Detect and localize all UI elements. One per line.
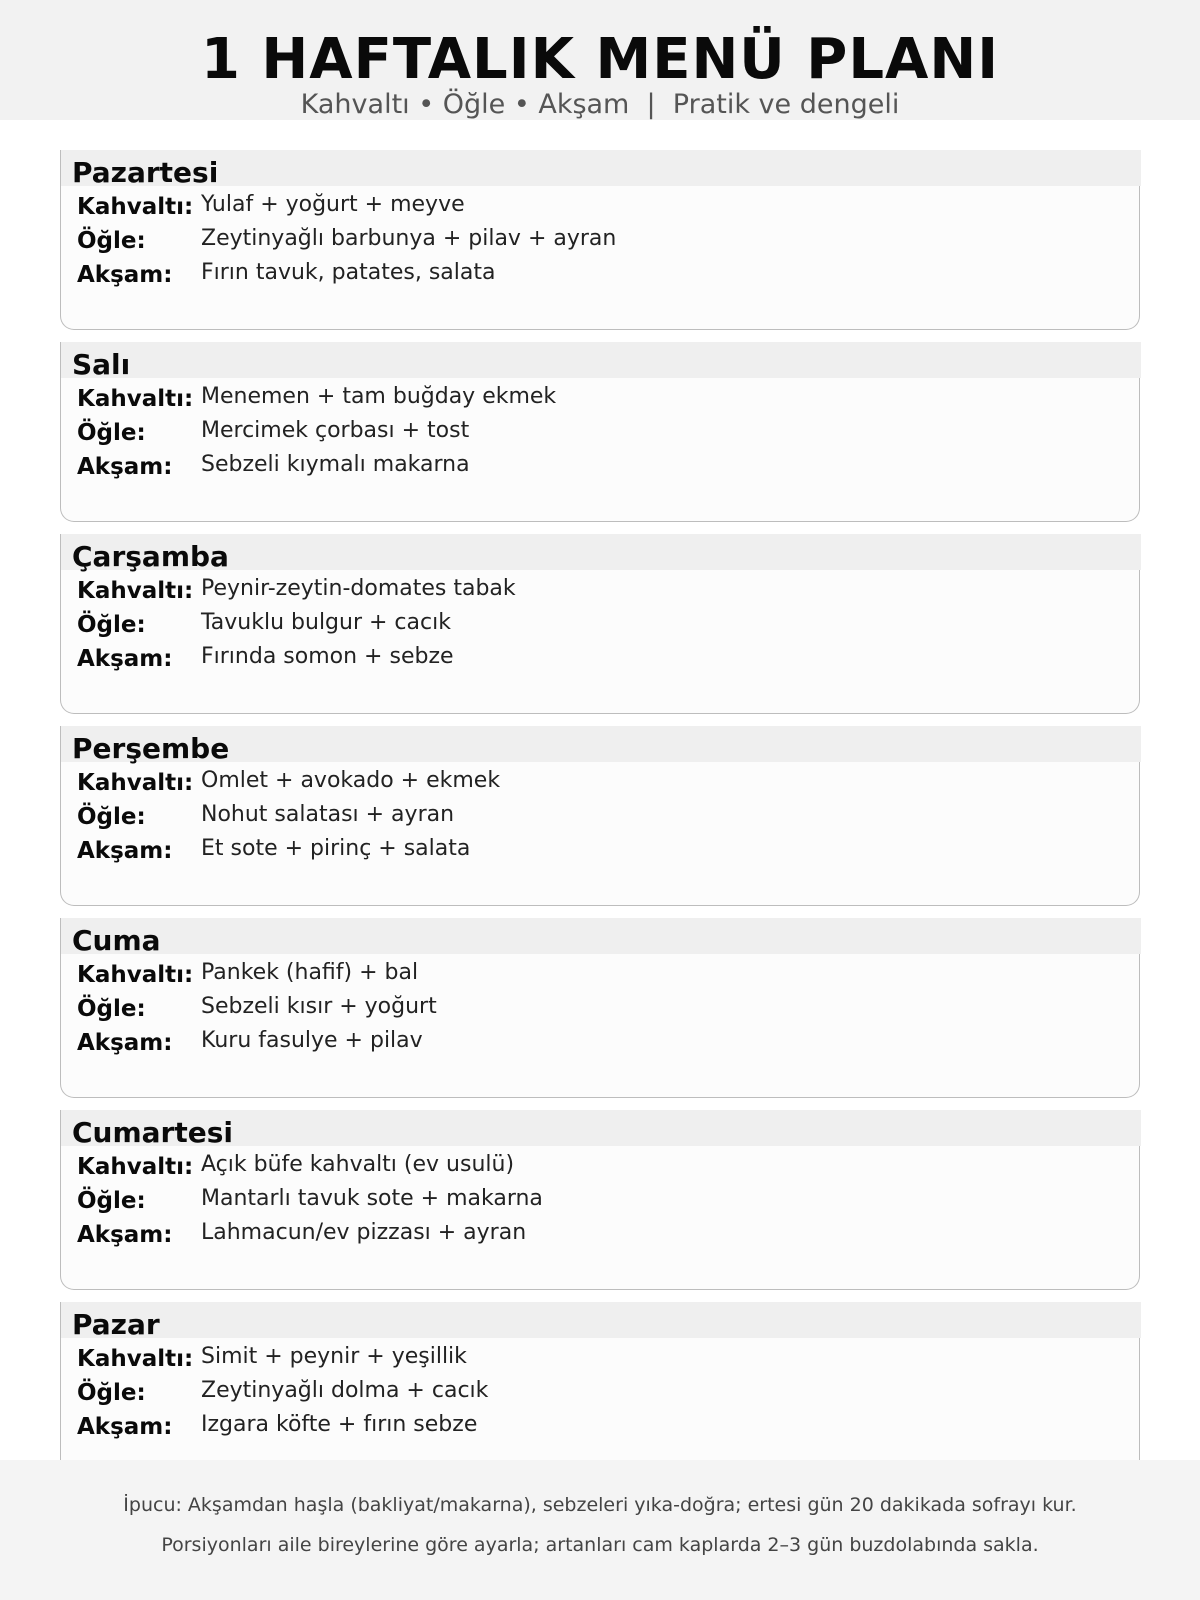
- day-card: [60, 726, 1140, 906]
- day-title: Pazartesi: [61, 150, 1141, 186]
- meal-row-lunch: [77, 1376, 1127, 1410]
- meal-value: Zeytinyağlı dolma + cacık: [201, 1378, 489, 1403]
- meal-label: Öğle:: [77, 1188, 146, 1214]
- meal-label: Akşam:: [77, 262, 173, 288]
- meal-label: Kahvaltı:: [77, 578, 194, 604]
- day-card: [60, 918, 1140, 1098]
- meal-value: Kuru fasulye + pilav: [201, 1028, 423, 1053]
- meal-label: Akşam:: [77, 646, 173, 672]
- page-title: 1 HAFTALIK MENÜ PLANI: [200, 27, 1000, 92]
- meal-label: Öğle:: [77, 996, 146, 1022]
- footer-tip: Porsiyonları aile bireylerine göre ayarla; artanları cam kaplarda 2–3 gün buzdolabında sakla.: [161, 1534, 1039, 1556]
- meal-value: Mantarlı tavuk sote + makarna: [201, 1186, 543, 1211]
- meal-value: Tavuklu bulgur + cacık: [201, 610, 451, 635]
- header: [0, 0, 1200, 120]
- meal-label: Kahvaltı:: [77, 1154, 194, 1180]
- meal-label: Kahvaltı:: [77, 386, 194, 412]
- day-title: Perşembe: [61, 726, 1141, 762]
- day-title: Salı: [61, 342, 1141, 378]
- meal-value: Et sote + pirinç + salata: [201, 836, 471, 861]
- meal-row-lunch: [77, 1184, 1127, 1218]
- meal-value: Simit + peynir + yeşillik: [201, 1344, 467, 1369]
- meal-value: Sebzeli kısır + yoğurt: [201, 994, 437, 1019]
- meal-value: Menemen + tam buğday ekmek: [201, 384, 557, 409]
- meal-value: Pankek (hafif) + bal: [201, 960, 419, 985]
- meal-label: Kahvaltı:: [77, 194, 194, 220]
- day-card: [60, 1110, 1140, 1290]
- meal-row-lunch: [77, 224, 1127, 258]
- footer-tip: İpucu: Akşamdan haşla (bakliyat/makarna), sebzeleri yıka-doğra; ertesi gün 20 dakikada sofrayı kur.: [123, 1494, 1077, 1516]
- meal-row-lunch: [77, 416, 1127, 450]
- meal-label: Kahvaltı:: [77, 1346, 194, 1372]
- day-title: Çarşamba: [61, 534, 1141, 570]
- meal-row-dinner: [77, 1026, 1127, 1060]
- meal-row-dinner: [77, 642, 1127, 676]
- day-title: Cumartesi: [61, 1110, 1141, 1146]
- meal-label: Öğle:: [77, 612, 146, 638]
- meal-label: Öğle:: [77, 1380, 146, 1406]
- meal-row-breakfast: [77, 1150, 1127, 1184]
- day-title: Cuma: [61, 918, 1141, 954]
- meal-label: Akşam:: [77, 838, 173, 864]
- day-card: [60, 534, 1140, 714]
- meal-value: Sebzeli kıymalı makarna: [201, 452, 470, 477]
- meal-label: Akşam:: [77, 1414, 173, 1440]
- day-card: [60, 150, 1140, 330]
- meal-value: Mercimek çorbası + tost: [201, 418, 470, 443]
- meal-value: Fırında somon + sebze: [201, 644, 454, 669]
- meal-row-dinner: [77, 258, 1127, 292]
- meal-label: Öğle:: [77, 420, 146, 446]
- meal-value: Lahmacun/ev pizzası + ayran: [201, 1220, 527, 1245]
- meal-value: Açık büfe kahvaltı (ev usulü): [201, 1152, 515, 1177]
- page-subtitle: Kahvaltı • Öğle • Akşam | Pratik ve dengeli: [300, 89, 900, 120]
- meal-row-breakfast: [77, 1342, 1127, 1376]
- meal-row-dinner: [77, 1410, 1127, 1444]
- day-title: Pazar: [61, 1302, 1141, 1338]
- meal-label: Akşam:: [77, 454, 173, 480]
- meal-row-breakfast: [77, 190, 1127, 224]
- meal-row-dinner: [77, 450, 1127, 484]
- meal-value: Fırın tavuk, patates, salata: [201, 260, 496, 285]
- meal-value: Yulaf + yoğurt + meyve: [201, 192, 465, 217]
- meal-label: Akşam:: [77, 1030, 173, 1056]
- meal-row-lunch: [77, 608, 1127, 642]
- meal-label: Öğle:: [77, 804, 146, 830]
- meal-row-dinner: [77, 834, 1127, 868]
- meal-value: Zeytinyağlı barbunya + pilav + ayran: [201, 226, 617, 251]
- meal-label: Kahvaltı:: [77, 770, 194, 796]
- footer-tips: [0, 1460, 1200, 1600]
- day-card: [60, 342, 1140, 522]
- meal-value: Nohut salatası + ayran: [201, 802, 455, 827]
- meal-row-lunch: [77, 992, 1127, 1026]
- meal-label: Kahvaltı:: [77, 962, 194, 988]
- meal-value: Peynir-zeytin-domates tabak: [201, 576, 516, 601]
- meal-row-dinner: [77, 1218, 1127, 1252]
- meal-label: Akşam:: [77, 1222, 173, 1248]
- meal-row-breakfast: [77, 958, 1127, 992]
- meal-row-breakfast: [77, 766, 1127, 800]
- meal-value: Omlet + avokado + ekmek: [201, 768, 501, 793]
- meal-label: Öğle:: [77, 228, 146, 254]
- meal-row-lunch: [77, 800, 1127, 834]
- meal-value: Izgara köfte + fırın sebze: [201, 1412, 478, 1437]
- meal-row-breakfast: [77, 574, 1127, 608]
- meal-row-breakfast: [77, 382, 1127, 416]
- day-card: [60, 1302, 1140, 1482]
